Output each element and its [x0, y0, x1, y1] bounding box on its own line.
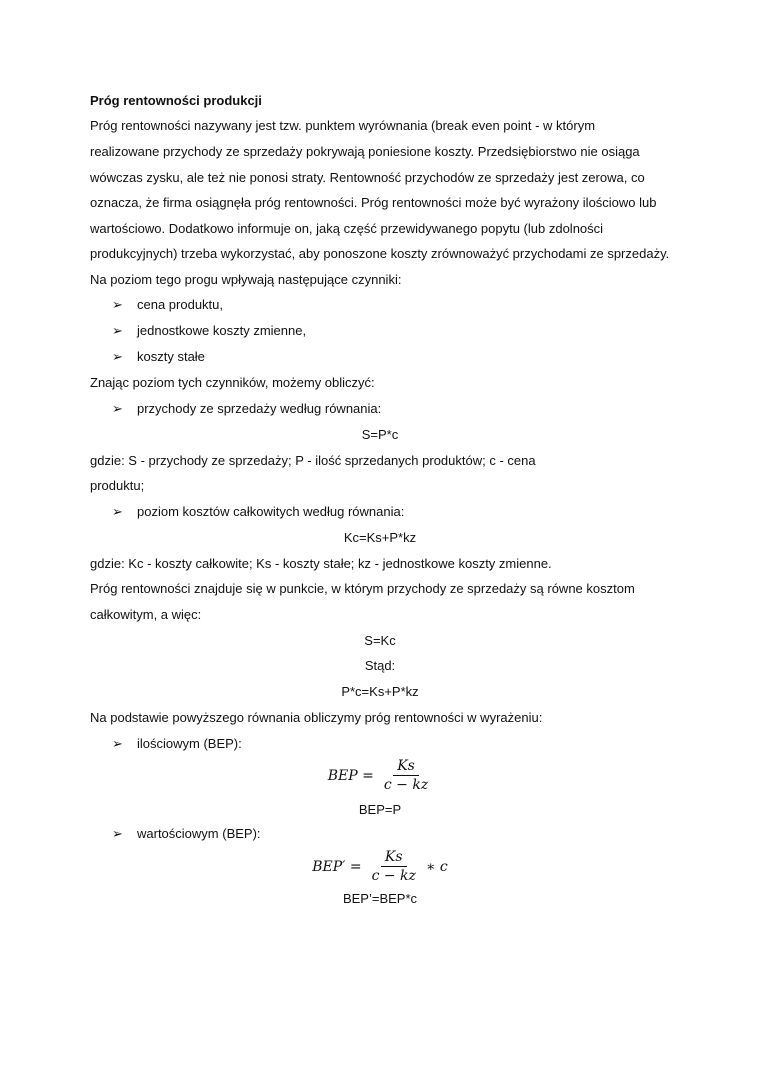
- bep-value-formula: [0, 849, 760, 884]
- cost-where: gdzie: Kc - koszty całkowite; Ks - koszty stałe; kz - jednostkowe koszty zmienne.: [90, 556, 552, 571]
- fraction-numerator: Ks: [393, 758, 419, 776]
- basis-line: Na podstawie powyższego równania obliczymy próg rentowności w wyrażeniu:: [90, 710, 543, 725]
- intro-line: wówczas zysku, ale też nie ponosi straty. Rentowność przychodów ze sprzedaży jest zerowa, co: [90, 170, 645, 185]
- equation-s-kc: S=Kc: [364, 633, 396, 648]
- revenue-bullet: przychody ze sprzedaży według równania:: [137, 401, 382, 416]
- factor-item: koszty stałe: [137, 349, 205, 364]
- intro-line: Próg rentowności nazywany jest tzw. punktem wyrównania (break even point - w którym: [90, 118, 596, 133]
- revenue-where: produktu;: [90, 478, 145, 493]
- equation-pc: P*c=Ks+P*kz: [341, 684, 419, 699]
- formula-lhs: BEP =: [327, 767, 374, 784]
- formula-tail: ∗ c: [425, 858, 448, 875]
- factor-item: jednostkowe koszty zmienne,: [137, 323, 307, 338]
- document-title: Próg rentowności produkcji: [90, 93, 262, 108]
- cost-bullet: poziom kosztów całkowitych według równania:: [137, 504, 405, 519]
- fraction-denominator: c − kz: [383, 777, 429, 793]
- bep-equals-p: BEP=P: [358, 802, 402, 817]
- cost-formula: Kc=Ks+P*kz: [343, 530, 417, 545]
- arrow-bullet-icon: ➢: [112, 826, 123, 841]
- revenue-where: gdzie: S - przychody ze sprzedaży; P - ilość sprzedanych produktów; c - cena: [90, 453, 536, 468]
- arrow-bullet-icon: ➢: [112, 504, 123, 519]
- bep-prime: BEP’=BEP*c: [342, 891, 418, 906]
- bep-explanation: Próg rentowności znajduje się w punkcie, w którym przychody ze sprzedaży są równe kosztom: [90, 581, 635, 596]
- factor-item: cena produktu,: [137, 297, 224, 312]
- arrow-bullet-icon: ➢: [112, 401, 123, 416]
- bep-explanation: całkowitym, a więc:: [90, 607, 202, 622]
- fraction-numerator: Ks: [381, 849, 407, 867]
- intro-line: oznacza, że firma osiągnęła próg rentowności. Próg rentowności może być wyrażony ilościowo lub: [90, 195, 657, 210]
- value-bullet: wartościowym (BEP):: [137, 826, 261, 841]
- fraction: [368, 849, 420, 884]
- arrow-bullet-icon: ➢: [112, 297, 123, 312]
- calc-intro: Znając poziom tych czynników, możemy obliczyć:: [90, 375, 375, 390]
- bep-quantity-formula: [0, 758, 760, 793]
- intro-line: wartościowo. Dodatkowo informuje on, jaką część przewidywanego popytu (lub zdolności: [90, 221, 604, 236]
- arrow-bullet-icon: ➢: [112, 349, 123, 364]
- quantity-bullet: ilościowym (BEP):: [137, 736, 242, 751]
- fraction: [380, 758, 432, 793]
- stad-label: Stąd:: [364, 658, 396, 673]
- intro-line: realizowane przychody ze sprzedaży pokrywają poniesione koszty. Przedsiębiorstwo nie osiąga: [90, 144, 640, 159]
- arrow-bullet-icon: ➢: [112, 323, 123, 338]
- intro-line: Na poziom tego progu wpływają następujące czynniki:: [90, 272, 402, 287]
- revenue-formula: S=P*c: [361, 427, 399, 442]
- arrow-bullet-icon: ➢: [112, 736, 123, 751]
- formula-lhs: BEP′ =: [312, 858, 362, 875]
- fraction-denominator: c − kz: [371, 868, 416, 884]
- intro-line: produkcyjnych) trzeba wykorzystać, aby ponoszone koszty zrównoważyć przychodami ze sprzedaży.: [90, 246, 670, 261]
